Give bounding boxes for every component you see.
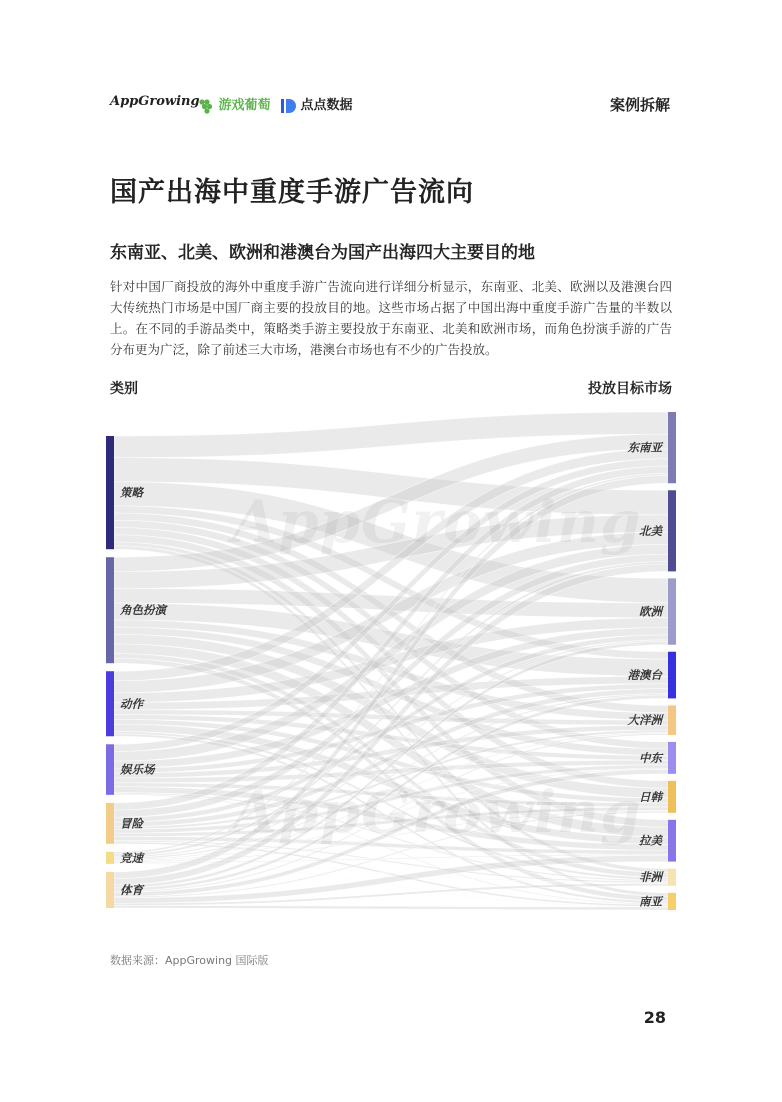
target-label: 中东	[639, 750, 662, 765]
source-node-竞速	[106, 852, 114, 864]
target-node-非洲	[668, 869, 676, 886]
source-label: 竞速	[120, 850, 143, 865]
source-label: 体育	[120, 882, 143, 897]
left-column-title: 类别	[110, 381, 138, 397]
page-title: 国产出海中重度手游广告流向	[110, 177, 474, 208]
source-node-角色扮演	[106, 557, 114, 663]
target-label: 东南亚	[627, 440, 662, 455]
source-label: 角色扮演	[120, 603, 166, 618]
target-label: 港澳台	[627, 668, 662, 683]
target-node-南亚	[668, 893, 676, 910]
target-label: 南亚	[639, 894, 662, 909]
target-node-拉美	[668, 820, 676, 862]
sub-title: 东南亚、北美、欧洲和港澳台为国产出海四大主要目的地	[110, 243, 535, 263]
source-label: 冒险	[120, 816, 143, 831]
section-label: 案例拆解	[609, 96, 670, 114]
source-node-策略	[106, 436, 114, 549]
target-label: 欧洲	[639, 604, 662, 619]
target-node-日韩	[668, 781, 676, 813]
target-label: 北美	[639, 523, 662, 538]
right-column-title: 投放目标市场	[588, 381, 672, 397]
source-node-动作	[106, 671, 114, 736]
flow-体育-南亚	[114, 905, 668, 910]
target-node-大洋洲	[668, 705, 676, 734]
target-label: 拉美	[639, 833, 662, 848]
target-node-欧洲	[668, 578, 676, 644]
source-label: 娱乐场	[120, 762, 155, 777]
target-label: 日韩	[639, 789, 662, 804]
watermark-top: AppGrowing	[232, 488, 642, 556]
target-node-北美	[668, 490, 676, 571]
source-label: 策略	[120, 485, 143, 500]
source-node-体育	[106, 872, 114, 908]
target-node-东南亚	[668, 412, 676, 483]
target-label: 大洋洲	[627, 713, 662, 728]
appgrowing-logo: AppGrowing	[110, 94, 200, 109]
target-node-港澳台	[668, 652, 676, 699]
data-source: 数据来源：AppGrowing 国际版	[110, 954, 269, 967]
watermark-bottom: AppGrowing	[232, 778, 642, 846]
page-number: 28	[643, 1008, 666, 1027]
source-node-娱乐场	[106, 744, 114, 795]
source-node-冒险	[106, 803, 114, 844]
target-label: 非洲	[639, 870, 662, 885]
game-grape-logo: 游戏葡萄	[198, 94, 271, 115]
body-paragraph: 针对中国厂商投放的海外中重度手游广告流向进行详细分析显示，东南亚、北美、欧洲以及港澳台四大传统热门市场是中国厂商主要的投放目的地。这些市场占据了中国出海中重度手游广告量的半数以上。在不同的手游品类中，策略类手游主要投放于东南亚、北美和欧洲市场，而角色扮演手游的广告分布更为广泛，除了前述三大市场，港澳台市场也有不少的广告投放。	[110, 279, 672, 357]
target-node-中东	[668, 742, 676, 774]
source-label: 动作	[120, 696, 143, 711]
diandian-logo: 点点数据	[280, 94, 353, 115]
